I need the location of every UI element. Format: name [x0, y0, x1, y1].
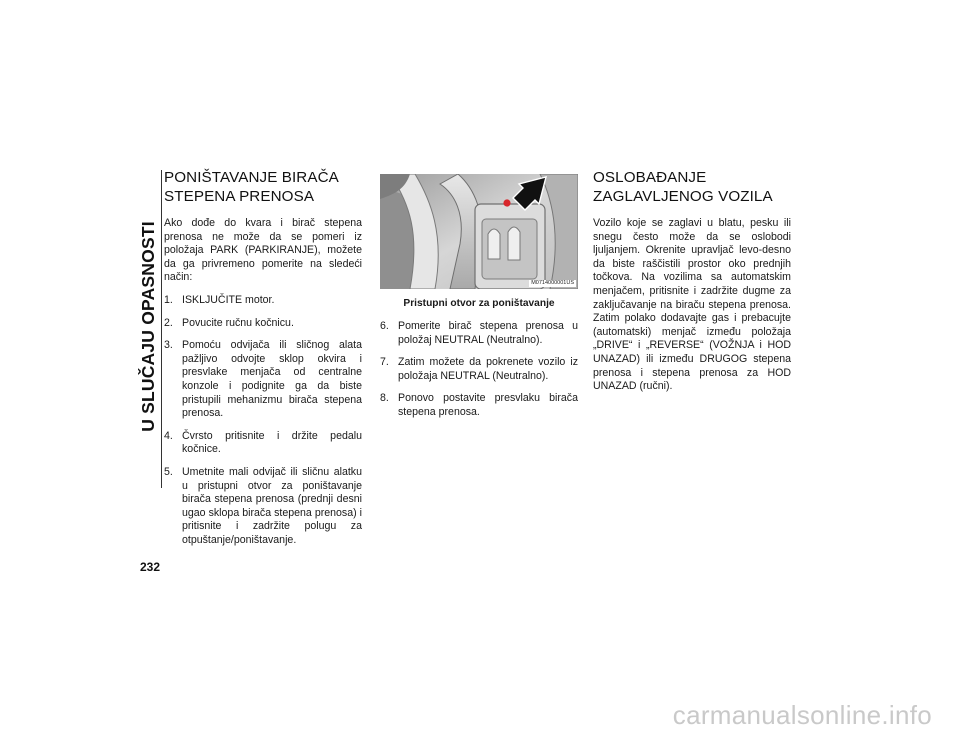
step-text: Pomerite birač stepena prenosa u položaj NEUTRAL (Neutralno).	[398, 320, 578, 346]
step-number: 4.	[164, 429, 173, 442]
shifter-illustration	[380, 174, 578, 289]
step-text: Pomoću odvijača ili sličnog alata pažljivo odvojte sklop okvira i presvlake menjača od centralne konzole i podignite ga da biste pristupili mehanizmu birača stepena prenosa.	[182, 339, 362, 420]
step-text: ISKLJUČITE motor.	[182, 293, 275, 306]
step-text: Ponovo postavite presvlaku birača stepena prenosa.	[398, 392, 578, 418]
figure-caption: Pristupni otvor za poništavanje	[403, 298, 555, 309]
step-item	[164, 294, 362, 308]
left-steps	[164, 294, 362, 548]
left-column	[164, 168, 362, 556]
step-number: 5.	[164, 465, 173, 478]
step-text: Čvrsto pritisnite i držite pedalu kočnice.	[182, 429, 362, 456]
step-item	[380, 356, 578, 383]
step-item	[380, 320, 578, 347]
middle-steps	[380, 320, 578, 420]
watermark: carmanualsonline.info	[672, 700, 932, 730]
step-item	[164, 430, 362, 457]
right-section-title	[593, 168, 791, 206]
left-section-title	[164, 168, 362, 206]
step-number: 1.	[164, 293, 173, 306]
section-side-tab	[138, 170, 158, 482]
shifter-override-figure	[380, 174, 578, 289]
right-column	[593, 168, 791, 403]
step-text: Umetnite mali odvijač ili sličnu alatku u pristupni otvor za poništavanje birača stepena prenosa (prednji desni ugao sklopa birača stepena prenosa) i pritisnite i zadržite polugu za otpuštanje/poništavanje.	[182, 465, 362, 546]
page-number: 232	[140, 560, 161, 574]
step-number: 6.	[380, 320, 389, 332]
left-title-line2: STEPENA PRENOSA	[164, 188, 315, 205]
section-side-tab-label: U SLUČAJU OPASNOSTI	[137, 220, 158, 432]
step-number: 8.	[380, 392, 389, 405]
step-number: 2.	[164, 316, 173, 329]
step-item	[164, 339, 362, 421]
step-item	[164, 317, 362, 331]
middle-column	[380, 174, 578, 429]
side-divider	[161, 170, 162, 488]
step-text: Zatim možete da pokrenete vozilo iz položaja NEUTRAL (Neutralno).	[398, 356, 578, 382]
step-number: 7.	[380, 356, 389, 369]
right-title-line2: ZAGLAVLJENOG VOZILA	[593, 188, 773, 205]
left-title-line1: PONIŠTAVANJE BIRAČA	[164, 169, 339, 186]
step-number: 3.	[164, 339, 173, 352]
left-intro: Ako dođe do kvara i birač stepena prenosa ne može da se pomeri iz položaja PARK (PARKIRANJE), možete da ga privremeno pomerite na sledeći način:	[164, 217, 362, 284]
right-title-line1: OSLOBAĐANJE	[593, 169, 707, 186]
right-body: Vozilo koje se zaglavi u blatu, pesku ili snegu često može da se oslobodi ljuljanjem. Okrenite upravljač levo-desno da biste raščistili prostor oko prednjih točkova. Na vozilima sa automatskim menjačem, pritisnite i zadržite dugme za zaključavanje na biraču stepena prenosa. Zatim polako dodavajte gas i prebacujte (automatski) menjač između položaja „DRIVE“ i „REVERSE“ (VOŽNJA i HOD UNAZAD) ili između DRUGOG stepena prenosa i stepena prenosa za HOD UNAZAD (ručni).	[593, 217, 791, 393]
step-item	[380, 392, 578, 419]
figure-code: M0714000001US	[531, 280, 574, 286]
step-text: Povucite ručnu kočnicu.	[182, 316, 294, 329]
step-item	[164, 466, 362, 548]
